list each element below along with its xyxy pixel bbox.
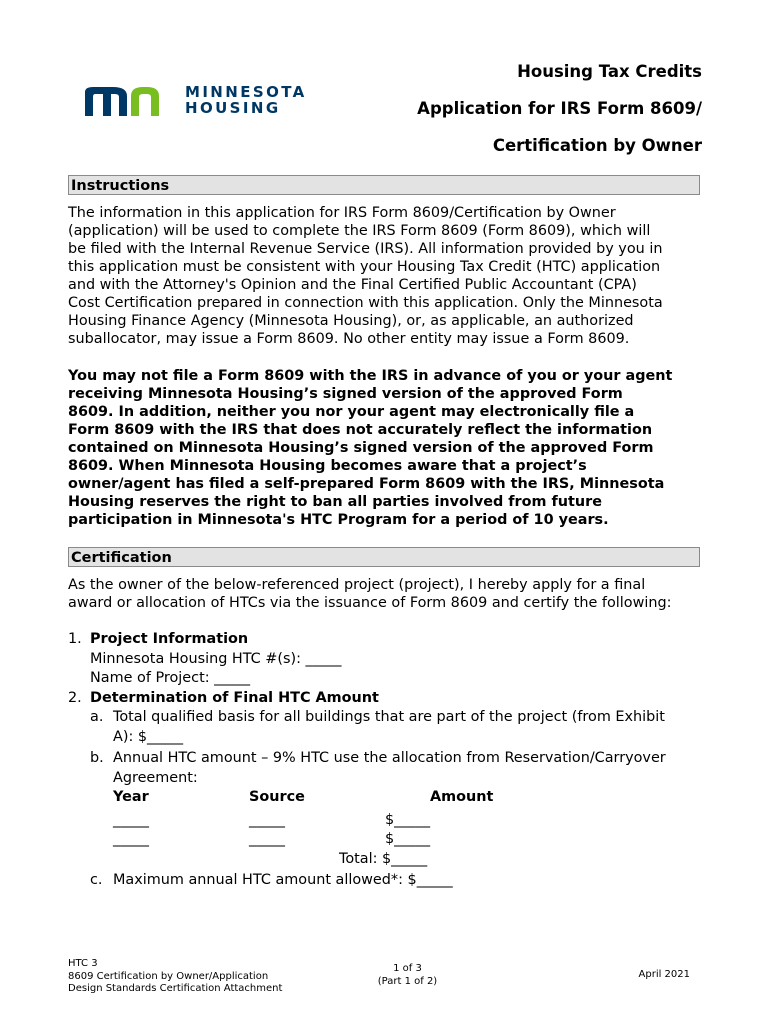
source-field[interactable]: _____ bbox=[249, 811, 285, 828]
sub-item-text: Total qualified basis for all buildings that are part of the project (from Exhibit bbox=[113, 709, 665, 725]
total-field[interactable]: Total: $_____ bbox=[339, 850, 428, 867]
qualified-basis-row bbox=[68, 728, 708, 748]
htc-number-row bbox=[68, 650, 708, 670]
source-field[interactable]: _____ bbox=[249, 831, 285, 847]
amount-field[interactable]: $_____ bbox=[385, 811, 431, 828]
table-row bbox=[68, 830, 708, 850]
sub-item-text: Agreement: bbox=[113, 769, 198, 786]
instructions-paragraph-1 bbox=[68, 204, 704, 348]
logo-text-housing: HOUSING bbox=[185, 99, 281, 117]
text-line: Cost Certification prepared in connection with this application. Only the Minnesota bbox=[68, 295, 663, 311]
title-line-2: Application for IRS Form 8609/ bbox=[417, 99, 702, 118]
text-line: and with the Attorney's Opinion and the Final Certified Public Accountant (CPA) bbox=[68, 277, 637, 293]
document-title bbox=[417, 60, 702, 171]
text-line: Housing Finance Agency (Minnesota Housing), or, as applicable, an authorized bbox=[68, 313, 634, 329]
agreement-row bbox=[68, 769, 708, 789]
text-line: receiving Minnesota Housing’s signed version of the approved Form bbox=[68, 386, 623, 402]
logo-text-minnesota: MINNESOTA bbox=[185, 83, 307, 101]
total-row bbox=[68, 850, 708, 870]
title-line-1: Housing Tax Credits bbox=[517, 62, 702, 81]
item-number: 1. bbox=[68, 631, 82, 647]
column-header-source: Source bbox=[249, 789, 305, 805]
footer-left bbox=[68, 958, 282, 996]
item-title: Determination of Final HTC Amount bbox=[90, 689, 379, 706]
project-name-row bbox=[68, 669, 708, 689]
text-line: contained on Minnesota Housing’s signed version of the approved Form bbox=[68, 440, 654, 456]
text-line: suballocator, may issue a Form 8609. No other entity may issue a Form 8609. bbox=[68, 331, 630, 347]
sub-item-label: a. bbox=[90, 709, 104, 725]
text-line: be filed with the Internal Revenue Service (IRS). All information provided by you in bbox=[68, 241, 663, 257]
title-line-3: Certification by Owner bbox=[492, 136, 702, 155]
instructions-heading: Instructions bbox=[68, 175, 700, 195]
page-part: (Part 1 of 2) bbox=[377, 975, 438, 987]
year-field[interactable]: _____ bbox=[113, 831, 149, 847]
footer-attachment: Design Standards Certification Attachment bbox=[68, 983, 283, 994]
footer-form-id: HTC 3 bbox=[68, 958, 98, 969]
list-item-2 bbox=[68, 689, 708, 709]
max-htc-field[interactable]: Maximum annual HTC amount allowed*: $_____ bbox=[113, 872, 453, 888]
footer-form-name: 8609 Certification by Owner/Application bbox=[68, 970, 269, 982]
item-number: 2. bbox=[68, 689, 82, 706]
text-line: owner/agent has filed a self-prepared Form 8609 with the IRS, Minnesota bbox=[68, 476, 665, 492]
text-line: Housing reserves the right to ban all parties involved from future bbox=[68, 494, 603, 510]
amount-field[interactable]: $_____ bbox=[385, 831, 431, 847]
qualified-basis-field[interactable]: A): $_____ bbox=[113, 728, 184, 745]
minnesota-housing-logo bbox=[85, 84, 330, 120]
text-line: As the owner of the below-referenced project (project), I hereby apply for a final bbox=[68, 577, 646, 593]
footer-page-number bbox=[350, 963, 465, 988]
htc-number-field[interactable]: Minnesota Housing HTC #(s): _____ bbox=[90, 650, 342, 667]
sub-item-label: c. bbox=[90, 872, 103, 888]
sub-item-c bbox=[68, 871, 708, 891]
text-line: (application) will be used to complete the IRS Form 8609 (Form 8609), which will bbox=[68, 223, 651, 239]
column-header-year: Year bbox=[113, 789, 149, 805]
year-field[interactable]: _____ bbox=[113, 811, 149, 828]
sub-item-a bbox=[68, 708, 708, 728]
text-line: You may not file a Form 8609 with the IRS in advance of you or your agent bbox=[68, 368, 673, 384]
text-line: 8609. When Minnesota Housing becomes aware that a project’s bbox=[68, 458, 587, 474]
project-name-field[interactable]: Name of Project: _____ bbox=[90, 670, 251, 686]
text-line: award or allocation of HTCs via the issuance of Form 8609 and certify the following: bbox=[68, 595, 672, 611]
text-line: The information in this application for IRS Form 8609/Certification by Owner bbox=[68, 205, 616, 221]
logo-mark-icon bbox=[85, 86, 175, 118]
text-line: participation in Minnesota's HTC Program for a period of 10 years. bbox=[68, 512, 609, 528]
sub-item-text: Annual HTC amount – 9% HTC use the allocation from Reservation/Carryover bbox=[113, 750, 666, 766]
instructions-warning-paragraph bbox=[68, 367, 704, 529]
text-line: 8609. In addition, neither you nor your agent may electronically file a bbox=[68, 404, 635, 420]
footer-date: April 2021 bbox=[638, 969, 690, 980]
sub-item-b bbox=[68, 749, 708, 769]
list-item-1 bbox=[68, 630, 708, 650]
table-row bbox=[68, 811, 708, 831]
certification-heading: Certification bbox=[68, 547, 700, 567]
sub-item-label: b. bbox=[90, 750, 104, 766]
column-header-amount: Amount bbox=[430, 789, 494, 805]
certification-intro bbox=[68, 576, 704, 612]
certification-list bbox=[68, 630, 708, 891]
item-title: Project Information bbox=[90, 631, 249, 647]
allocation-table-header bbox=[68, 788, 708, 808]
text-line: this application must be consistent with your Housing Tax Credit (HTC) application bbox=[68, 259, 661, 275]
page-number: 1 of 3 bbox=[393, 963, 422, 974]
text-line: Form 8609 with the IRS that does not accurately reflect the information bbox=[68, 422, 653, 438]
